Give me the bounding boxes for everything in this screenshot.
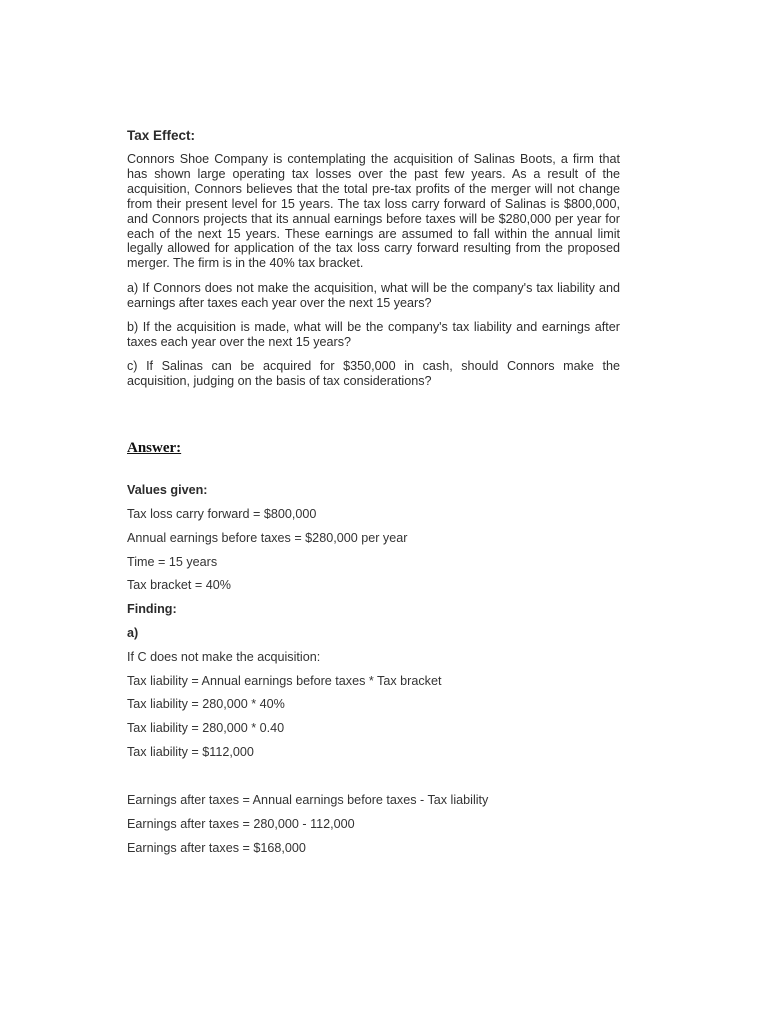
tax-liability-result: Tax liability = $112,000 — [127, 745, 254, 759]
value-tax-bracket: Tax bracket = 40% — [127, 578, 231, 592]
tax-liability-step: Tax liability = 280,000 * 0.40 — [127, 721, 285, 735]
question-part-a: a) If Connors does not make the acquisition, what will be the company's tax liability and earnings after taxes each year over the next 15 years? — [127, 281, 620, 310]
condition-text: If C does not make the acquisition: — [127, 650, 321, 664]
earnings-after-taxes-step: Earnings after taxes = 280,000 - 112,000 — [127, 817, 355, 831]
question-part-c: c) If Salinas can be acquired for $350,000 in cash, should Connors make the acquisition, judging on the basis of tax considerations? — [127, 359, 620, 388]
answer-part-a-label: a) — [127, 626, 139, 640]
finding-heading: Finding: — [127, 602, 177, 616]
value-annual-earnings: Annual earnings before taxes = $280,000 per year — [127, 531, 408, 545]
question-intro-paragraph: Connors Shoe Company is contemplating the acquisition of Salinas Boots, a firm that has shown large operating tax losses over the past few years. As a result of the acquisition, Connors believes that the total pre-tax profits of the merger will not change from their present level for 15 years. The tax loss carry forward of Salinas is $800,000, and Connors projects that its annual earnings before taxes will be $280,000 per year for each of the next 15 years. These earnings are assumed to fall within the annual limit legally allowed for application of the tax loss carry forward resulting from the proposed merger. The firm is in the 40% tax bracket. — [127, 152, 620, 271]
value-time: Time = 15 years — [127, 555, 218, 569]
tax-liability-formula: Tax liability = Annual earnings before taxes * Tax bracket — [127, 674, 442, 688]
earnings-after-taxes-result: Earnings after taxes = $168,000 — [127, 841, 306, 855]
values-given-heading: Values given: — [127, 483, 208, 497]
question-heading: Tax Effect: — [127, 128, 196, 143]
answer-title: Answer: — [127, 440, 182, 456]
tax-liability-step: Tax liability = 280,000 * 40% — [127, 697, 285, 711]
earnings-after-taxes-formula: Earnings after taxes = Annual earnings before taxes - Tax liability — [127, 793, 489, 807]
value-tax-loss-carry-forward: Tax loss carry forward = $800,000 — [127, 507, 317, 521]
question-part-b: b) If the acquisition is made, what will be the company's tax liability and earnings after taxes each year over the next 15 years? — [127, 320, 620, 349]
